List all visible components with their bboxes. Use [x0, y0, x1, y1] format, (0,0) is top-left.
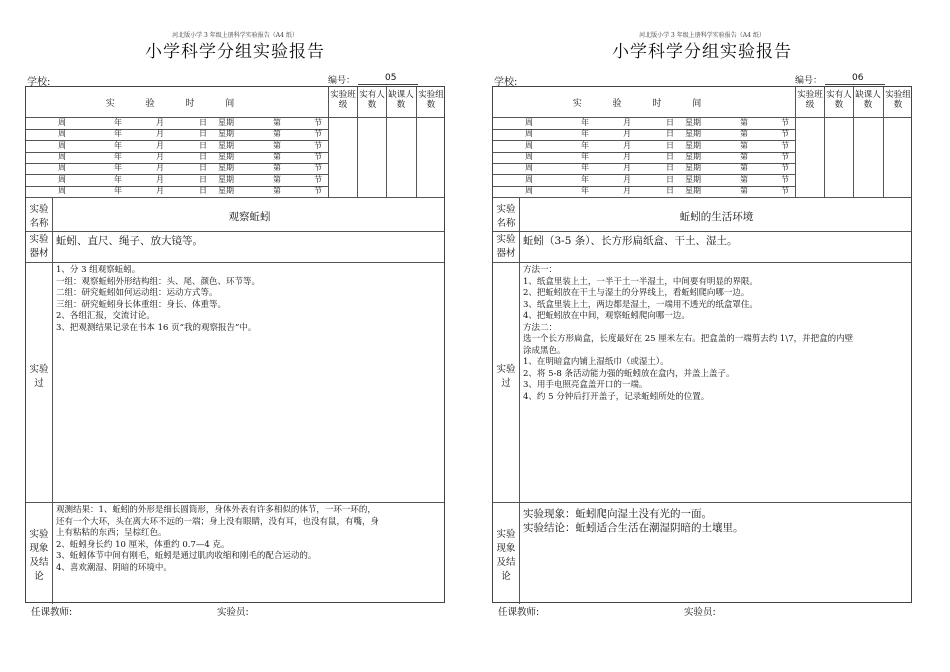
- time-month: 月: [623, 174, 631, 184]
- process-divider: [493, 502, 911, 503]
- result-line: 2、蚯蚓身长约 10 厘米，体重约 0.7—4 克。: [56, 539, 230, 550]
- time-period_a: 第: [740, 151, 748, 161]
- time-week: 周: [58, 151, 66, 161]
- school-label: 学校:: [27, 77, 51, 88]
- result-text: [56, 505, 444, 574]
- process-line: 方法二：: [523, 322, 558, 333]
- name-divider: [493, 231, 911, 232]
- time-weekday: 星期: [218, 129, 234, 139]
- result-line: 上有粘粘的东西；呈棕红色。: [56, 528, 167, 538]
- time-day: 日: [666, 185, 674, 195]
- equipment-text: 蚯蚓（3-5 条）、长方形扁纸盒、干土、湿土。: [523, 235, 738, 247]
- time-period_b: 节: [314, 129, 322, 139]
- staff-label: 实验员:: [217, 607, 249, 618]
- name-label: 实验名称: [29, 204, 49, 229]
- time-week: 周: [58, 185, 66, 195]
- time-section-divider: [493, 197, 911, 198]
- time-period_a: 第: [273, 118, 281, 127]
- time-header: 实 验 时 间: [105, 99, 249, 109]
- header-col: 实验组数: [885, 90, 911, 110]
- time-row: [493, 186, 795, 197]
- time-period_a: 第: [273, 129, 281, 139]
- result-line: 实验现象：蚯蚓爬向湿土没有光的一面。: [523, 508, 712, 520]
- time-period_a: 第: [740, 129, 748, 139]
- time-header: 实 验 时 间: [572, 99, 716, 109]
- time-weekday: 星期: [218, 174, 234, 184]
- header-col: 实验组数: [418, 90, 444, 110]
- time-day: 日: [666, 118, 674, 127]
- process-line: 方法一：: [523, 265, 558, 275]
- process-line: 3、纸盒里装上土，两边都是湿土，一端用不透光的纸盒罩住。: [523, 299, 758, 310]
- time-row: [493, 141, 795, 152]
- name-label: 实验名称: [496, 204, 516, 229]
- time-year: 年: [114, 185, 122, 195]
- process-line: 2、各组汇报，交流讨论。: [56, 311, 155, 321]
- number-underline: [825, 84, 885, 85]
- time-week: 周: [58, 174, 66, 184]
- process-line: 三组：研究蚯蚓身长体重组：身长、体重等。: [56, 299, 227, 310]
- time-year: 年: [581, 185, 589, 195]
- time-week: 周: [58, 118, 66, 127]
- time-week: 周: [525, 163, 533, 173]
- process-line: 2、将 5-8 条活动能力强的蚯蚓放在盒内，并盖上盖子。: [523, 368, 735, 379]
- process-line: 3、用手电照亮盒盖开口的一端。: [523, 380, 648, 390]
- report-table: [492, 86, 912, 603]
- time-day: 日: [199, 174, 207, 184]
- process-line: 2、把蚯蚓放在干土与湿土的分界线上，看蚯蚓爬向哪一边。: [523, 288, 750, 298]
- experiment-name: 观察蚯蚓: [228, 211, 271, 223]
- process-line: 二组：研究蚯蚓如何运动组：运动方式等。: [56, 288, 218, 298]
- time-row: [26, 175, 328, 186]
- number-label: 编号：: [795, 76, 823, 86]
- time-period_b: 节: [314, 185, 322, 195]
- time-period_a: 第: [740, 174, 748, 184]
- result-line: 实验结论：蚯蚓适合生活在潮湿阴暗的土壤里。: [523, 522, 744, 534]
- time-period_b: 节: [781, 140, 789, 150]
- time-month: 月: [623, 163, 631, 173]
- time-period_b: 节: [781, 163, 789, 173]
- report-right: [492, 0, 912, 672]
- time-period_a: 第: [740, 140, 748, 150]
- process-line: 选一个长方形扁盒，长度最好在 25 厘米左右。把盒盖的一端剪去约 1\7，并把盒的内壁: [523, 334, 854, 344]
- staff-label: 实验员:: [684, 607, 716, 618]
- time-year: 年: [581, 140, 589, 150]
- time-day: 日: [666, 151, 674, 161]
- time-week: 周: [58, 129, 66, 139]
- report-title: 小学科学分组实验报告: [145, 42, 325, 62]
- time-period_b: 节: [781, 174, 789, 184]
- time-month: 月: [623, 129, 631, 139]
- time-year: 年: [114, 174, 122, 184]
- time-day: 日: [666, 140, 674, 150]
- header-col: 实有人数: [359, 90, 385, 110]
- time-period_b: 节: [314, 174, 322, 184]
- result-text: [523, 507, 911, 535]
- result-line: 还有一个大环，头在离大环不远的一端；身上没有眼睛，没有耳，也没有鼠，有嘴，身: [56, 516, 380, 527]
- time-period_b: 节: [781, 118, 789, 127]
- teacher-label: 任课教师:: [31, 607, 73, 618]
- process-text: [56, 265, 441, 334]
- time-year: 年: [581, 163, 589, 173]
- time-row: [26, 129, 328, 140]
- time-weekday: 星期: [218, 163, 234, 173]
- time-period_b: 节: [314, 151, 322, 161]
- time-year: 年: [114, 129, 122, 139]
- time-month: 月: [623, 185, 631, 195]
- time-row: [26, 163, 328, 174]
- process-line: 4、把蚯蚓放在中间，观察蚯蚓爬向哪一边。: [523, 311, 690, 321]
- time-year: 年: [114, 163, 122, 173]
- time-period_a: 第: [740, 118, 748, 127]
- time-month: 月: [156, 174, 164, 184]
- time-period_a: 第: [740, 163, 748, 173]
- time-week: 周: [525, 140, 533, 150]
- time-weekday: 星期: [685, 129, 701, 139]
- report-table: [25, 86, 445, 603]
- time-month: 月: [156, 185, 164, 195]
- time-month: 月: [156, 118, 164, 127]
- time-month: 月: [156, 151, 164, 161]
- time-year: 年: [581, 129, 589, 139]
- time-weekday: 星期: [685, 185, 701, 195]
- time-week: 周: [525, 174, 533, 184]
- time-day: 日: [199, 185, 207, 195]
- equipment-divider: [26, 262, 444, 263]
- header-col: 实验班级: [330, 90, 356, 110]
- time-period_b: 节: [314, 140, 322, 150]
- time-period_a: 第: [273, 151, 281, 161]
- header-col: 缺课人数: [388, 90, 414, 110]
- report-subtitle: 河北版小学 3 年级上册科学实验报告（A4 纸）: [639, 32, 765, 39]
- label-column-divider: [52, 197, 53, 604]
- time-day: 日: [666, 163, 674, 173]
- time-weekday: 星期: [218, 118, 234, 127]
- header-col: 实验班级: [797, 90, 823, 110]
- equipment-label: 实验器材: [496, 234, 516, 259]
- time-row: [493, 118, 795, 129]
- header-col: 实有人数: [826, 90, 852, 110]
- number-underline: [358, 84, 418, 85]
- time-year: 年: [581, 151, 589, 161]
- time-row: [493, 163, 795, 174]
- time-year: 年: [114, 118, 122, 127]
- process-line: 1、纸盒里装上土，一半干土一半湿土，中间要有明显的界限。: [523, 276, 758, 287]
- process-divider: [26, 502, 444, 503]
- time-day: 日: [199, 140, 207, 150]
- teacher-label: 任课教师:: [498, 607, 540, 618]
- report-number: 05: [385, 73, 397, 83]
- name-divider: [26, 231, 444, 232]
- time-weekday: 星期: [685, 163, 701, 173]
- time-year: 年: [114, 140, 122, 150]
- process-label: 实验过: [496, 364, 516, 389]
- process-line: 一组：观察蚯蚓外形结构组：头、尾、颜色、环节等。: [56, 276, 261, 287]
- time-period_a: 第: [273, 185, 281, 195]
- header-col: 缺课人数: [855, 90, 881, 110]
- result-line: 观测结果：1、蚯蚓的外形是细长圆筒形，身体外表有许多相似的体节，一环一环的，: [56, 505, 376, 515]
- time-section-divider: [26, 197, 444, 198]
- time-row: [493, 152, 795, 163]
- time-week: 周: [58, 163, 66, 173]
- time-month: 月: [156, 163, 164, 173]
- result-label: 实验现象及结论: [496, 529, 516, 582]
- time-day: 日: [199, 151, 207, 161]
- result-label: 实验现象及结论: [29, 529, 49, 582]
- time-period_b: 节: [781, 151, 789, 161]
- process-line: 3、把观测结果记录在书本 16 页“我的观察报告”中。: [56, 322, 257, 333]
- time-week: 周: [525, 151, 533, 161]
- time-weekday: 星期: [685, 174, 701, 184]
- process-line: 涂成黑色。: [523, 345, 566, 356]
- process-line: 1、在明暗盒内铺上湿纸巾（或湿土）。: [523, 357, 669, 367]
- process-line: 4、约 5 分钟后打开盖子，记录蚯蚓所处的位置。: [523, 391, 710, 402]
- time-row: [26, 152, 328, 163]
- time-period_a: 第: [740, 185, 748, 195]
- time-month: 月: [156, 140, 164, 150]
- time-row: [493, 129, 795, 140]
- time-month: 月: [156, 129, 164, 139]
- time-weekday: 星期: [685, 118, 701, 127]
- time-month: 月: [623, 140, 631, 150]
- report-title: 小学科学分组实验报告: [612, 42, 792, 62]
- time-day: 日: [199, 163, 207, 173]
- time-week: 周: [525, 118, 533, 127]
- result-line: 3、蚯蚓体节中间有刚毛，蚯蚓是通过肌肉收缩和刚毛的配合运动的。: [56, 551, 317, 561]
- equipment-label: 实验器材: [29, 234, 49, 259]
- process-line: 1、分 3 组观察蚯蚓。: [56, 265, 141, 275]
- time-month: 月: [623, 151, 631, 161]
- equipment-text: 蚯蚓、直尺、绳子、放大镜等。: [56, 235, 203, 247]
- time-year: 年: [581, 118, 589, 127]
- report-left: [25, 0, 445, 672]
- time-day: 日: [199, 118, 207, 127]
- time-weekday: 星期: [218, 151, 234, 161]
- time-year: 年: [581, 174, 589, 184]
- time-month: 月: [623, 118, 631, 127]
- time-day: 日: [199, 129, 207, 139]
- time-period_b: 节: [314, 163, 322, 173]
- time-weekday: 星期: [218, 185, 234, 195]
- time-day: 日: [666, 129, 674, 139]
- school-label: 学校:: [494, 77, 518, 88]
- equipment-divider: [493, 262, 911, 263]
- time-year: 年: [114, 151, 122, 161]
- time-week: 周: [525, 129, 533, 139]
- experiment-name: 蚯蚓的生活环境: [679, 211, 754, 223]
- number-label: 编号：: [328, 76, 356, 86]
- time-weekday: 星期: [685, 140, 701, 150]
- result-line: 4、喜欢潮湿、阴暗的环境中。: [56, 562, 172, 573]
- time-period_a: 第: [273, 163, 281, 173]
- time-row: [26, 118, 328, 129]
- time-week: 周: [525, 185, 533, 195]
- time-period_b: 节: [781, 129, 789, 139]
- process-text: [523, 265, 908, 403]
- time-period_a: 第: [273, 174, 281, 184]
- time-weekday: 星期: [685, 151, 701, 161]
- time-row: [26, 186, 328, 197]
- time-weekday: 星期: [218, 140, 234, 150]
- time-day: 日: [666, 174, 674, 184]
- time-row: [26, 141, 328, 152]
- report-number: 06: [852, 73, 864, 83]
- time-period_b: 节: [314, 118, 322, 127]
- label-column-divider: [519, 197, 520, 604]
- process-label: 实验过: [29, 364, 49, 389]
- time-period_b: 节: [781, 185, 789, 195]
- time-row: [493, 175, 795, 186]
- time-period_a: 第: [273, 140, 281, 150]
- time-week: 周: [58, 140, 66, 150]
- report-subtitle: 河北版小学 3 年级上册科学实验报告（A4 纸）: [172, 32, 298, 39]
